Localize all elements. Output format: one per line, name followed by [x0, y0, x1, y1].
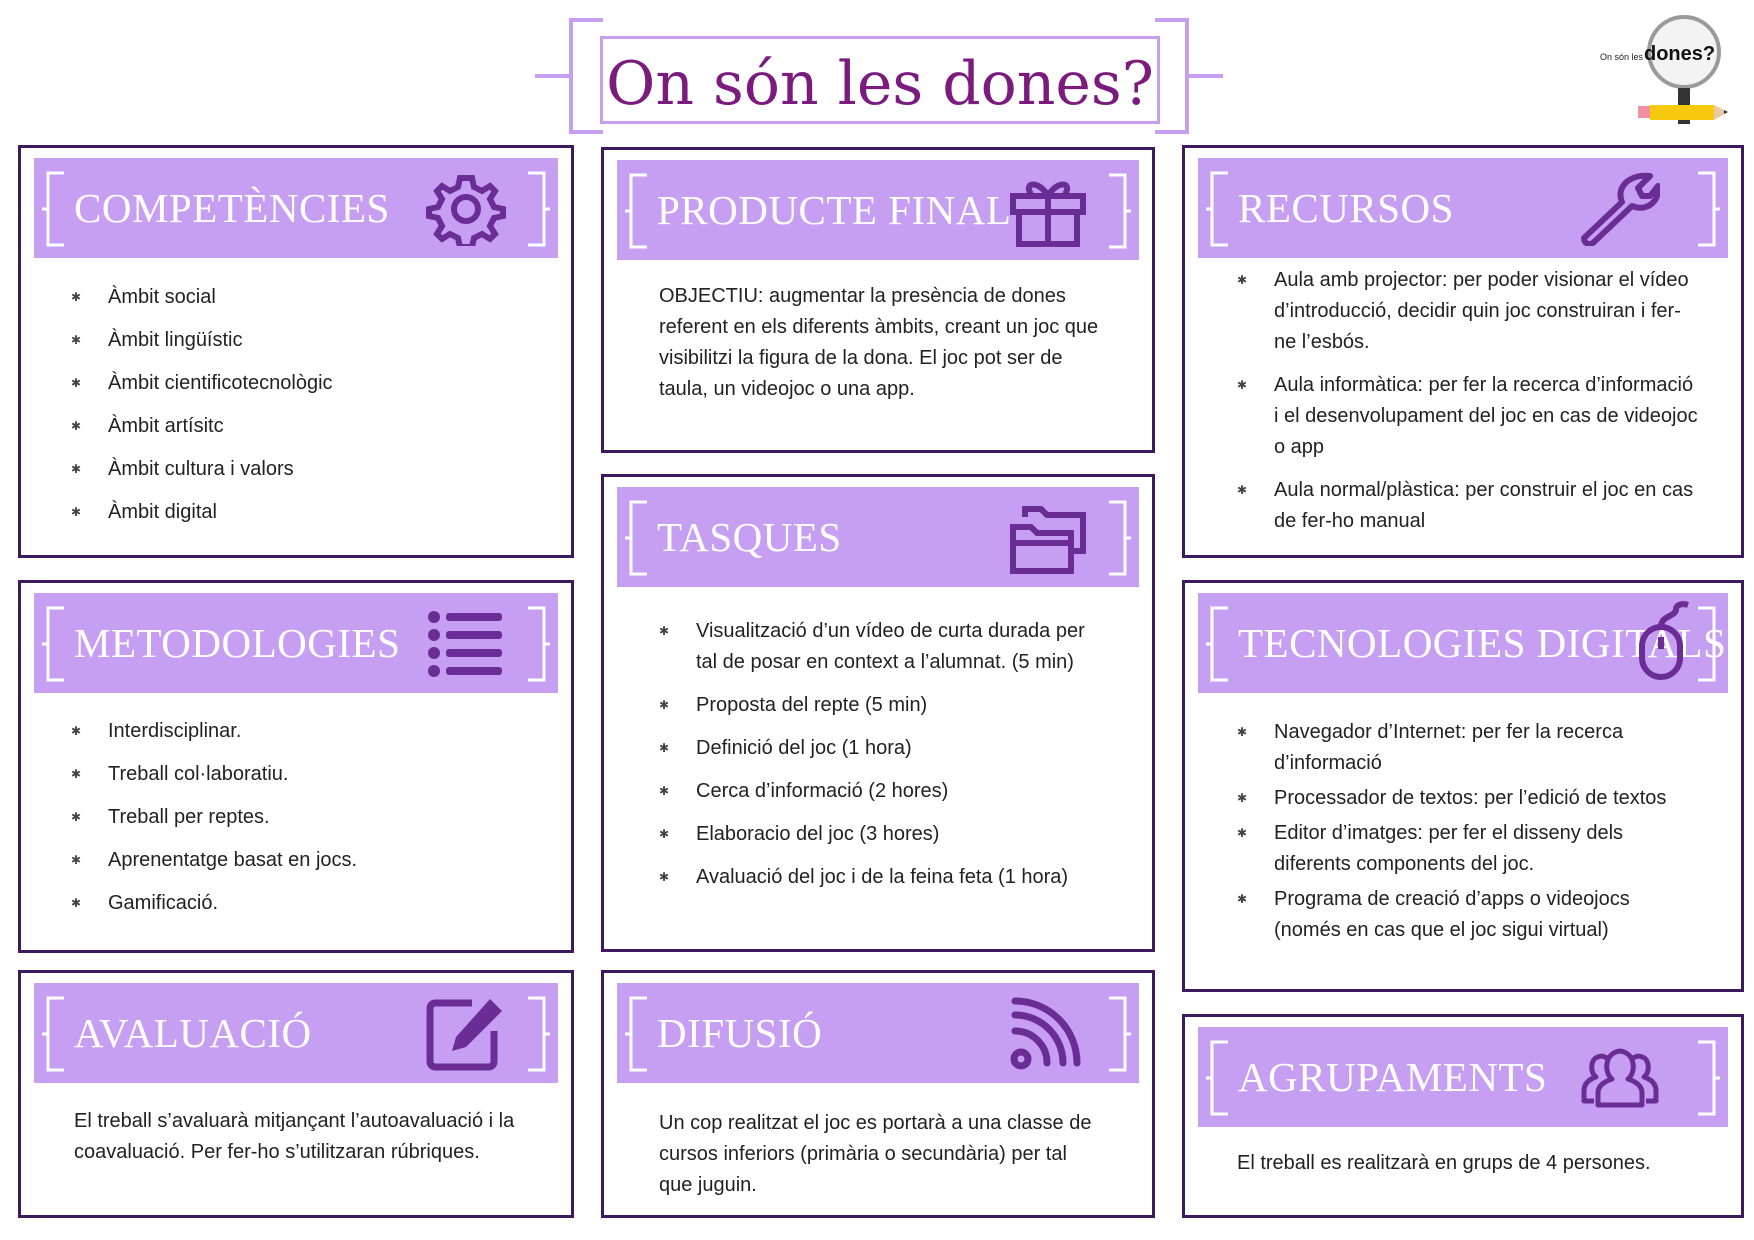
- bracket-left-decoration: [42, 995, 68, 1073]
- bracket-left-decoration: [42, 605, 68, 683]
- tecnologies-list: [1237, 717, 1701, 946]
- card-body: [1237, 265, 1701, 549]
- bracket-right-decoration: [524, 605, 550, 683]
- card-header: [1198, 1027, 1728, 1127]
- list-item: ✱ Avaluació del joc i de la feina feta (1 hora): [659, 862, 1102, 893]
- card-header: [617, 160, 1139, 260]
- card-recursos: [1182, 145, 1744, 558]
- list-item: ✱ Àmbit lingüístic: [71, 325, 541, 356]
- card-body: [71, 282, 541, 540]
- card-difusio: [601, 970, 1155, 1218]
- card-header: [34, 593, 558, 693]
- list-item: ✱ Aula informàtica: per fer la recerca d’informació i el desenvolupament del joc en cas de videojoc o app: [1237, 370, 1701, 463]
- bracket-left-decoration: [625, 995, 651, 1073]
- card-avaluacio: [18, 970, 574, 1218]
- card-producte-final: [601, 147, 1155, 453]
- bracket-right-decoration: [1105, 499, 1131, 577]
- card-tecnologies-digitals: [1182, 580, 1744, 992]
- list-item: ✱ Processador de textos: per l’edició de textos: [1237, 783, 1701, 814]
- list-item: ✱ Visualització d’un vídeo de curta durada per tal de posar en context a l’alumnat. (5 min): [659, 616, 1102, 678]
- list-item: ✱ Àmbit cultura i valors: [71, 454, 541, 485]
- card-body: [1237, 717, 1701, 946]
- list-item: ✱ Editor d’imatges: per fer el disseny dels diferents components del joc.: [1237, 818, 1701, 880]
- card-title: TECNOLOGIES DIGITALS: [1238, 620, 1727, 666]
- card-body: Un cop realitzat el joc es portarà a una classe de cursos inferiors (primària o secundària) per tal que juguin.: [659, 1112, 1092, 1196]
- card-body: El treball es realitzarà en grups de 4 persones.: [1237, 1152, 1651, 1174]
- card-competencies: [18, 145, 574, 558]
- card-title: AVALUACIÓ: [74, 1010, 312, 1056]
- list-item: ✱ Àmbit artísitc: [71, 411, 541, 442]
- mouse-icon: [1636, 601, 1696, 681]
- list-item: ✱ Gamificació.: [71, 888, 541, 919]
- list-item: ✱ Àmbit cientificotecnològic: [71, 368, 541, 399]
- bracket-left-decoration: [1206, 1039, 1232, 1117]
- magnifier-pencil-logo-icon: [1596, 14, 1746, 138]
- card-agrupaments: [1182, 1014, 1744, 1218]
- gift-icon: [1009, 174, 1089, 248]
- list-item: ✱ Navegador d’Internet: per fer la recerca d’informació: [1237, 717, 1701, 779]
- list-item: ✱ Aprenentatge basat en jocs.: [71, 845, 541, 876]
- list-item: ✱ Interdisciplinar.: [71, 716, 541, 747]
- card-header: [617, 983, 1139, 1083]
- card-body: [659, 616, 1102, 905]
- list-item: ✱ Treball col·laboratiu.: [71, 759, 541, 790]
- card-title: METODOLOGIES: [74, 620, 401, 666]
- rss-icon: [1009, 997, 1089, 1071]
- list-item: ✱ Proposta del repte (5 min): [659, 690, 1102, 721]
- bracket-left-decoration: [625, 172, 651, 250]
- list-icon: [426, 607, 506, 681]
- bracket-right-decoration: [1105, 172, 1131, 250]
- card-title: PRODUCTE FINAL: [657, 187, 1012, 233]
- card-header: [617, 487, 1139, 587]
- list-item: ✱ Definició del joc (1 hora): [659, 733, 1102, 764]
- card-header: [34, 983, 558, 1083]
- list-item: ✱ Àmbit digital: [71, 497, 541, 528]
- list-item: ✱ Elaboracio del joc (3 hores): [659, 819, 1102, 850]
- card-title: TASQUES: [657, 514, 842, 560]
- card-tasques: [601, 474, 1155, 952]
- list-item: ✱ Àmbit social: [71, 282, 541, 313]
- bracket-left-decoration: [42, 170, 68, 248]
- list-item: ✱ Treball per reptes.: [71, 802, 541, 833]
- metodologies-list: [71, 716, 541, 919]
- bracket-right-decoration: [1105, 995, 1131, 1073]
- card-body: [71, 716, 541, 931]
- recursos-list: [1237, 265, 1701, 537]
- card-body: OBJECTIU: augmentar la presència de dones referent en els diferents àmbits, creant un joc que visibilitzi la figura de la dona. El joc pot ser de taula, un videojoc o una app.: [659, 285, 1099, 400]
- page-title: On són les dones?: [606, 49, 1154, 119]
- competencies-list: [71, 282, 541, 528]
- bracket-right-decoration: [1694, 1039, 1720, 1117]
- card-body: El treball s’avaluarà mitjançant l’autoavaluació i la coavaluació. Per fer-ho s’utilitzaran rúbriques.: [74, 1110, 515, 1163]
- logo-small-text: On són les: [1600, 52, 1644, 62]
- card-metodologies: [18, 580, 574, 953]
- card-title: RECURSOS: [1238, 185, 1454, 231]
- bracket-left-decoration: [625, 499, 651, 577]
- bracket-left-decoration: [1206, 605, 1232, 683]
- tasques-list: [659, 616, 1102, 893]
- bracket-left-decoration: [1206, 170, 1232, 248]
- wrench-icon: [1580, 172, 1660, 246]
- folders-icon: [1009, 501, 1089, 575]
- bracket-right-decoration: [524, 170, 550, 248]
- list-item: ✱ Aula amb projector: per poder visionar el vídeo d’introducció, decidir quin joc construiran i fer-ne l’esbós.: [1237, 265, 1701, 358]
- logo: [1596, 14, 1746, 138]
- edit-icon: [426, 997, 506, 1071]
- bracket-right-decoration: [524, 995, 550, 1073]
- logo-big-text: dones?: [1644, 43, 1716, 65]
- card-header: [1198, 158, 1728, 258]
- users-icon: [1580, 1041, 1660, 1115]
- bracket-right-decoration: [1694, 170, 1720, 248]
- card-title: COMPETÈNCIES: [74, 185, 390, 231]
- list-item: ✱ Aula normal/plàstica: per construir el joc en cas de fer-ho manual: [1237, 475, 1701, 537]
- bracket-right-decoration: [1694, 605, 1720, 683]
- list-item: ✱ Cerca d’informació (2 hores): [659, 776, 1102, 807]
- card-title: AGRUPAMENTS: [1238, 1054, 1548, 1100]
- card-title: DIFUSIÓ: [657, 1010, 823, 1056]
- title-box: [600, 36, 1160, 124]
- card-header: [34, 158, 558, 258]
- list-item: ✱ Programa de creació d’apps o videojocs (només en cas que el joc sigui virtual): [1237, 884, 1701, 946]
- card-header: [1198, 593, 1728, 693]
- gear-icon: [426, 172, 506, 246]
